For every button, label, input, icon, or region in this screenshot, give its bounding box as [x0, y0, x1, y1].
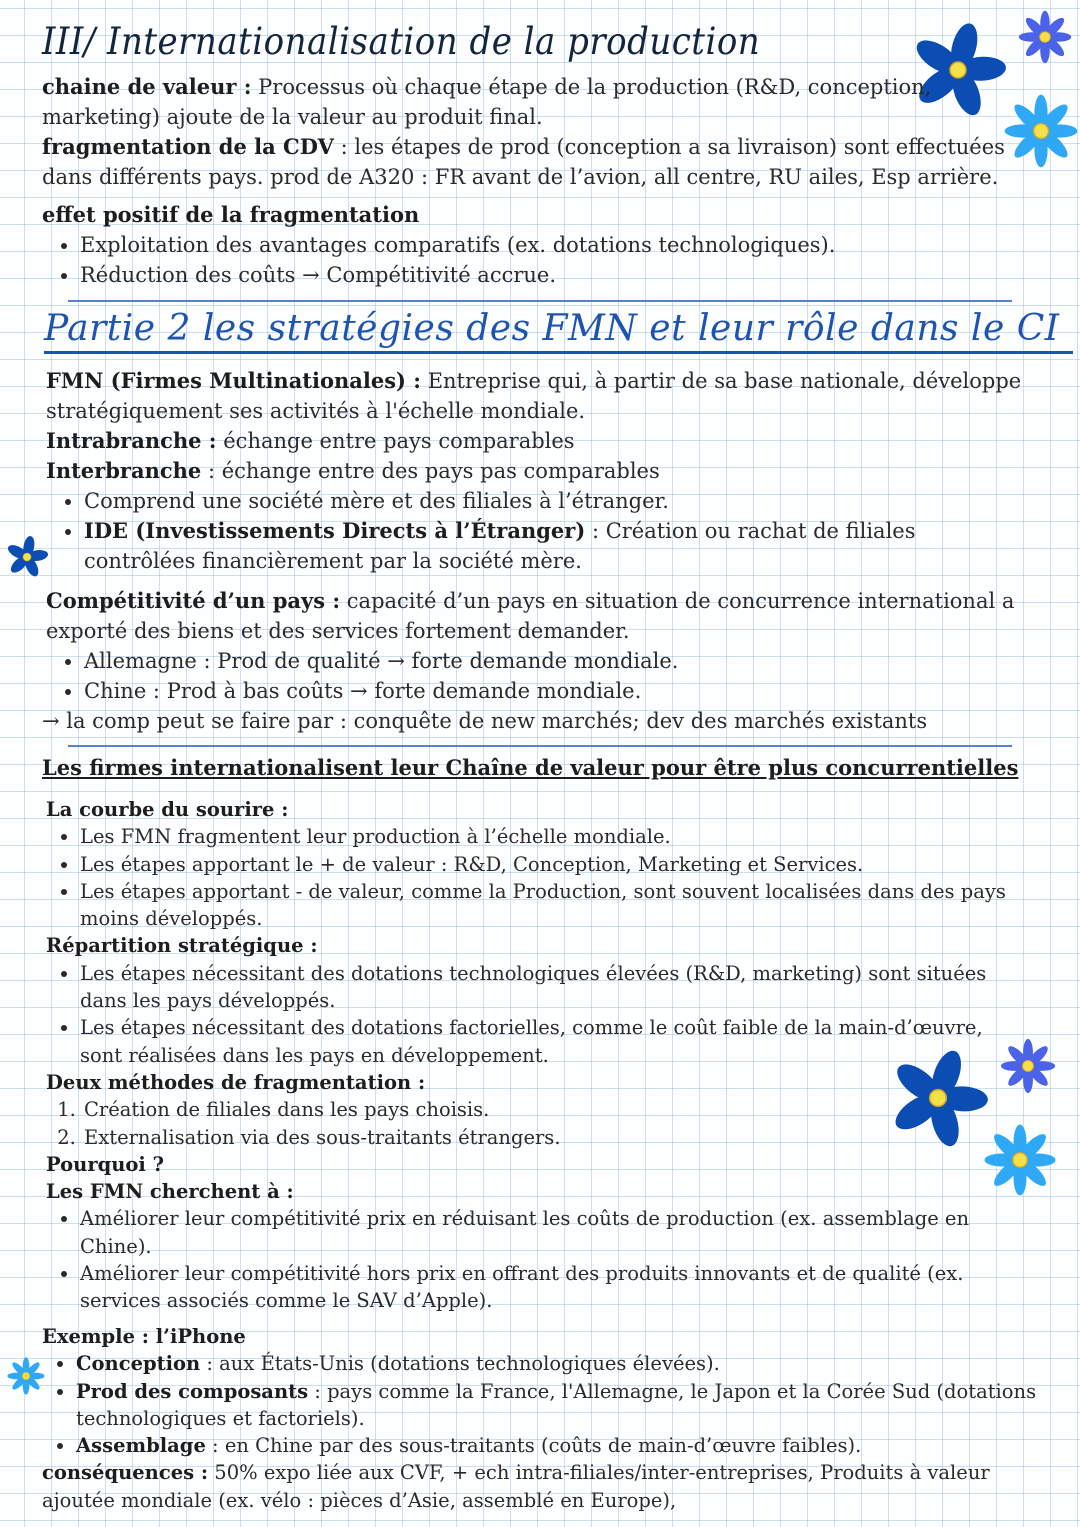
flower-icon	[1014, 6, 1076, 68]
flower-icon	[4, 534, 50, 580]
list-item: • Les FMN fragmentent leur production à l’échelle mondiale.	[80, 823, 1031, 850]
list-item: • Comprend une société mère et des filiales à l’étranger.	[84, 486, 1031, 516]
fmn-definition: FMN (Firmes Multinationales) : Entreprise qui, à partir de sa base nationale, développe stratégiquement ses activités à l'échelle mondiale.	[46, 368, 1022, 423]
intrabranche-definition: Intrabranche : échange entre pays comparables	[46, 428, 575, 453]
list-item: • Réduction des coûts → Compétitivité accrue.	[80, 260, 1027, 290]
list-item: • Les étapes nécessitant des dotations technologiques élevées (R&D, marketing) sont situées dans les pays développés.	[80, 960, 1031, 1015]
divider	[68, 745, 1012, 747]
iphone-body	[42, 1323, 1042, 1514]
list-item: • Les étapes apportant - de valeur, comme la Production, sont souvent localisées dans des pays moins développés.	[80, 878, 1031, 933]
list-item: • Exploitation des avantages comparatifs (ex. dotations technologiques).	[80, 230, 1027, 260]
competitivite-conclusion: → la comp peut se faire par : conquête de new marchés; dev des marchés existants	[42, 709, 928, 733]
effets-list	[42, 230, 1027, 290]
list-item: • Chine : Prod à bas coûts → forte demande mondiale.	[84, 676, 1031, 706]
list-item: • Conception : aux États-Unis (dotations technologiques élevées).	[76, 1350, 1042, 1377]
sourire-list	[46, 823, 1031, 932]
interbranche-definition: Interbranche : échange entre des pays pas comparables	[46, 458, 660, 483]
fmn-list	[46, 486, 1031, 576]
list-item: 2. Externalisation via des sous-traitants étrangers.	[82, 1124, 1031, 1151]
chain-heading: Les firmes internationalisent leur Chaîne de valeur pour être plus concurrentielles	[42, 755, 1019, 780]
chaine-definition: chaine de valeur : Processus où chaque étape de la production (R&D, conception, marketing) ajoute de la valeur au produit final.	[42, 74, 932, 129]
list-item: • Les étapes nécessitant des dotations factorielles, comme le coût faible de la main-d’œuvre, sont réalisées dans les pays en développement.	[80, 1014, 1031, 1069]
list-item: • Assemblage : en Chine par des sous-traitants (coûts de main-d’œuvre faibles).	[76, 1432, 1042, 1459]
list-item: • Allemagne : Prod de qualité → forte demande mondiale.	[84, 646, 1031, 676]
cherchent-heading: Les FMN cherchent à :	[46, 1180, 294, 1204]
divider	[68, 300, 1012, 302]
effet-heading: effet positif de la fragmentation	[42, 202, 420, 227]
list-item: 1. Création de filiales dans les pays choisis.	[82, 1096, 1031, 1123]
fragmentation-definition: fragmentation de la CDV : les étapes de prod (conception a sa livraison) sont effectuées dans différents pays. prod de A320 : FR avant de l’avion, all centre, RU ailes, Esp arrière.	[42, 134, 1005, 189]
methodes-heading: Deux méthodes de fragmentation :	[46, 1070, 426, 1094]
part2-body	[42, 366, 1031, 736]
chain-body	[46, 796, 1031, 1315]
pourquoi-heading: Pourquoi ?	[46, 1152, 165, 1176]
list-item: • Améliorer leur compétitivité hors prix en offrant des produits innovants et de qualité (ex. services associés comme le SAV d’Apple).	[80, 1260, 1031, 1315]
consequences: conséquences : 50% expo liée aux CVF, + ech intra-filiales/inter-entreprises, Produits à valeur ajoutée mondiale (ex. vélo : pièces d’Asie, assemblé en Europe),	[42, 1461, 990, 1512]
competitivite-list	[46, 646, 1031, 706]
list-item: • Améliorer leur compétitivité prix en réduisant les coûts de production (ex. assemblage en Chine).	[80, 1205, 1031, 1260]
iphone-list	[42, 1350, 1042, 1459]
cherchent-list	[46, 1205, 1031, 1314]
part2-title: Partie 2 les stratégies des FMN et leur rôle dans le CI	[44, 308, 1073, 354]
competitivite-definition: Compétitivité d’un pays : capacité d’un pays en situation de concurrence international a exporté des biens et des services fortement demander.	[46, 588, 1015, 643]
methodes-list	[46, 1096, 1031, 1151]
repartition-heading: Répartition stratégique :	[46, 934, 318, 958]
section-title: III/ Internationalisation de la production	[42, 20, 761, 64]
iphone-heading: Exemple : l’iPhone	[42, 1325, 246, 1348]
list-item: • IDE (Investissements Directs à l’Étranger) : Création ou rachat de filiales contrôlées financièrement par la société mère.	[84, 516, 1031, 576]
section3-body	[42, 72, 1027, 290]
list-item: • Prod des composants : pays comme la France, l'Allemagne, le Japon et la Corée Sud (dotations technologiques et factoriels).	[76, 1378, 1042, 1433]
repartition-list	[46, 960, 1031, 1069]
sourire-heading: La courbe du sourire :	[46, 798, 289, 821]
list-item: • Les étapes apportant le + de valeur : R&D, Conception, Marketing et Services.	[80, 851, 1031, 878]
